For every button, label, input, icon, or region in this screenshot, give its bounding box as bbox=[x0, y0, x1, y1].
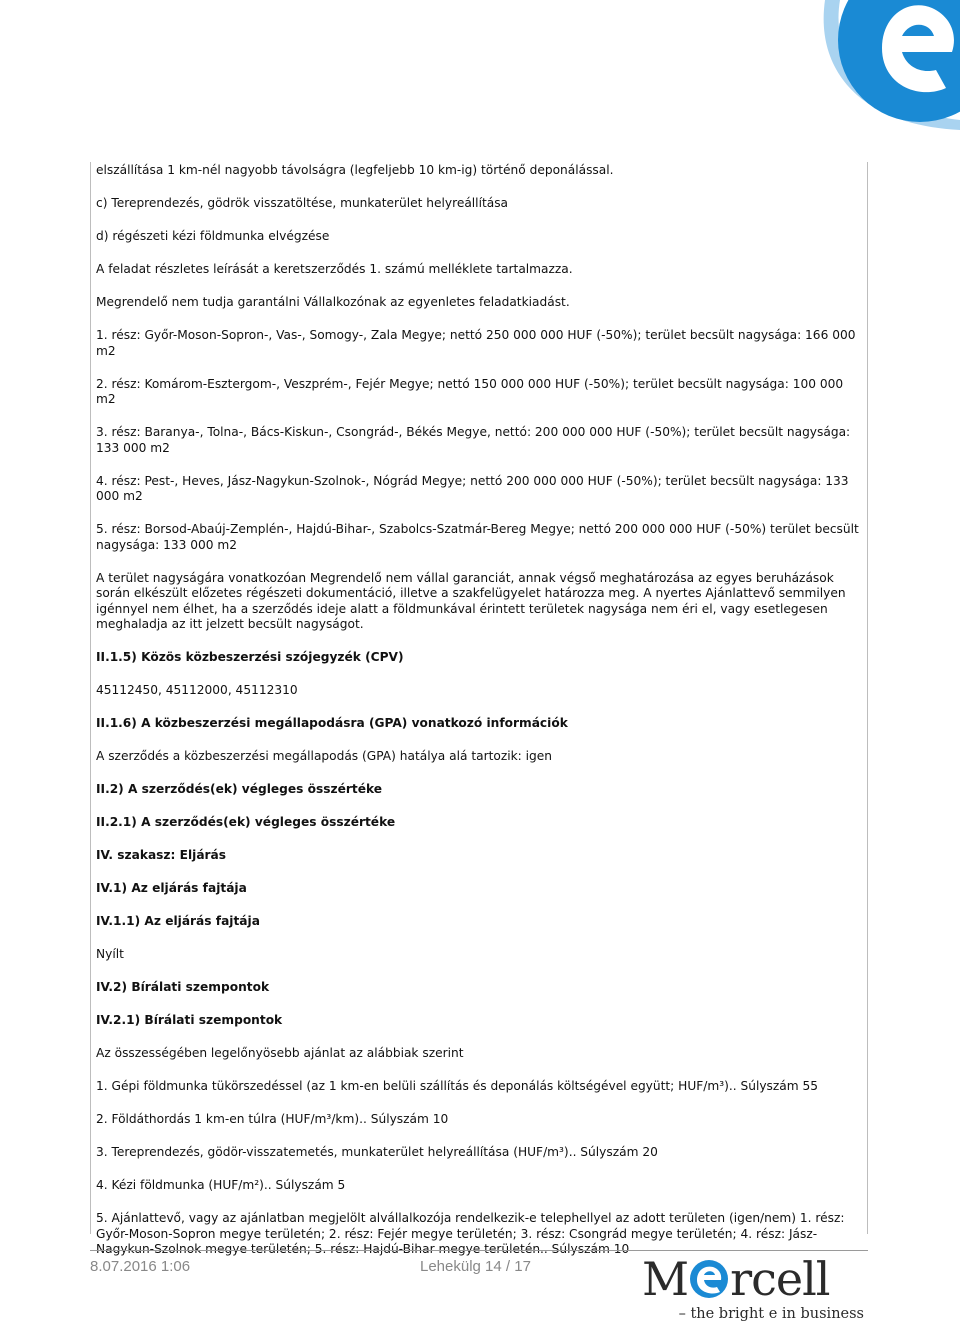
body-paragraph: A szerződés a közbeszerzési megállapodás (GPA) hatálya alá tartozik: igen bbox=[96, 749, 553, 763]
section-heading: IV.1) Az eljárás fajtája bbox=[96, 881, 247, 895]
body-paragraph: elszállítása 1 km-nél nagyobb távolságra (legfeljebb 10 km-ig) történő deponálással. bbox=[96, 163, 614, 177]
frame-right-rule bbox=[867, 162, 868, 1234]
body-paragraph: 4. Kézi földmunka (HUF/m²).. Súlyszám 5 bbox=[96, 1178, 346, 1192]
marcell-brand-logo bbox=[640, 1252, 870, 1327]
marcell-e-logo-icon bbox=[770, 0, 960, 130]
section-heading: II.1.6) A közbeszerzési megállapodásra (GPA) vonatkozó információk bbox=[96, 716, 568, 730]
section-heading: II.2.1) A szerződés(ek) végleges összértéke bbox=[96, 815, 396, 829]
body-paragraph: 45112450, 45112000, 45112310 bbox=[96, 683, 298, 697]
body-paragraph: 2. rész: Komárom-Esztergom-, Veszprém-, Fejér Megye; nettó 150 000 000 HUF (-50%); terület becsült nagysága: 100 000 m2 bbox=[96, 376, 844, 406]
footer-divider bbox=[90, 1250, 868, 1251]
footer-date: 8.07.2016 1:06 bbox=[90, 1258, 191, 1275]
body-paragraph: A terület nagyságára vonatkozóan Megrendelő nem vállal garanciát, annak végső meghatározása az egyes beruházások során elkészült előzetes régészeti dokumentáció, illetve a szakfelügyelet határozza meg. A nyertes Ajánlattevő semmilyen igénnyel nem élhet, ha a szerződés ideje alatt a földmunkával érintett területek nagysága nem éri el, vagy esetlegesen meghaladja az itt jelzett becsült nagyságot. bbox=[96, 570, 846, 631]
body-paragraph: c) Tereprendezés, gödrök visszatöltése, munkaterület helyreállítása bbox=[96, 196, 509, 210]
body-paragraph: d) régészeti kézi földmunka elvégzése bbox=[96, 229, 330, 243]
brand-letters-rcell: rcell bbox=[730, 1252, 830, 1306]
document-body bbox=[96, 163, 860, 1275]
body-paragraph: Az összességében legelőnyösebb ajánlat az alábbiak szerint bbox=[96, 1046, 464, 1060]
body-paragraph: 3. rész: Baranya-, Tolna-, Bács-Kiskun-, Csongrád-, Békés Megye, nettó: 200 000 000 HUF (-50%); terület becsült nagysága: 133 000 m2 bbox=[96, 425, 851, 455]
brand-tagline: – the bright e in business bbox=[678, 1306, 864, 1322]
body-paragraph: 1. rész: Győr-Moson-Sopron-, Vas-, Somogy-, Zala Megye; nettó 250 000 000 HUF (-50%); terület becsült nagysága: 166 000 m2 bbox=[96, 328, 856, 358]
section-heading: IV.1.1) Az eljárás fajtája bbox=[96, 914, 260, 928]
section-heading: IV.2) Bírálati szempontok bbox=[96, 980, 270, 994]
body-paragraph: Nyílt bbox=[96, 947, 124, 961]
section-heading: IV.2.1) Bírálati szempontok bbox=[96, 1013, 283, 1027]
body-paragraph: A feladat részletes leírását a keretszerződés 1. számú melléklete tartalmazza. bbox=[96, 262, 573, 276]
body-paragraph: 2. Földáthordás 1 km-en túlra (HUF/m³/km).. Súlyszám 10 bbox=[96, 1112, 449, 1126]
section-heading: IV. szakasz: Eljárás bbox=[96, 848, 227, 862]
footer-page-number: Lehekülg 14 / 17 bbox=[420, 1258, 531, 1275]
marcell-e-letter-icon bbox=[689, 1259, 729, 1299]
section-heading: II.2) A szerződés(ek) végleges összértéke bbox=[96, 782, 383, 796]
body-paragraph: 5. Ajánlattevő, vagy az ajánlatban megjelölt alvállalkozója rendelkezik-e telephellyel az adott területen (igen/nem) 1. rész: Győr-Moson-Sopron megye területén; 2. rész: Fejér megye területén; 3. rész: Csongrád megye területén; 4. rész: Jász-Nagykun-Szolnok megye területén; 5. rész: Hajdú-Bihar megye területén.. Súlyszám 10 bbox=[96, 1211, 845, 1256]
body-paragraph: 3. Tereprendezés, gödör-visszatemetés, munkaterület helyreállítása (HUF/m³).. Súlyszám 20 bbox=[96, 1145, 658, 1159]
brand-letter-m: M bbox=[642, 1252, 689, 1306]
brand-wordmark bbox=[642, 1252, 830, 1306]
section-heading: II.1.5) Közös közbeszerzési szójegyzék (CPV) bbox=[96, 650, 404, 664]
body-paragraph: Megrendelő nem tudja garantálni Vállalkozónak az egyenletes feladatkiadást. bbox=[96, 295, 570, 309]
body-paragraph: 4. rész: Pest-, Heves, Jász-Nagykun-Szolnok-, Nógrád Megye; nettó 200 000 000 HUF (-50%); terület becsült nagysága: 133 000 m2 bbox=[96, 473, 849, 503]
frame-left-rule bbox=[90, 162, 91, 1234]
body-paragraph: 5. rész: Borsod-Abaúj-Zemplén-, Hajdú-Bihar-, Szabolcs-Szatmár-Bereg Megye; nettó 200 000 000 HUF (-50%) terület becsült nagysága: 133 000 m2 bbox=[96, 522, 859, 552]
body-paragraph: 1. Gépi földmunka tükörszedéssel (az 1 km-en belüli szállítás és deponálás költségével együtt; HUF/m³).. Súlyszám 55 bbox=[96, 1079, 819, 1093]
